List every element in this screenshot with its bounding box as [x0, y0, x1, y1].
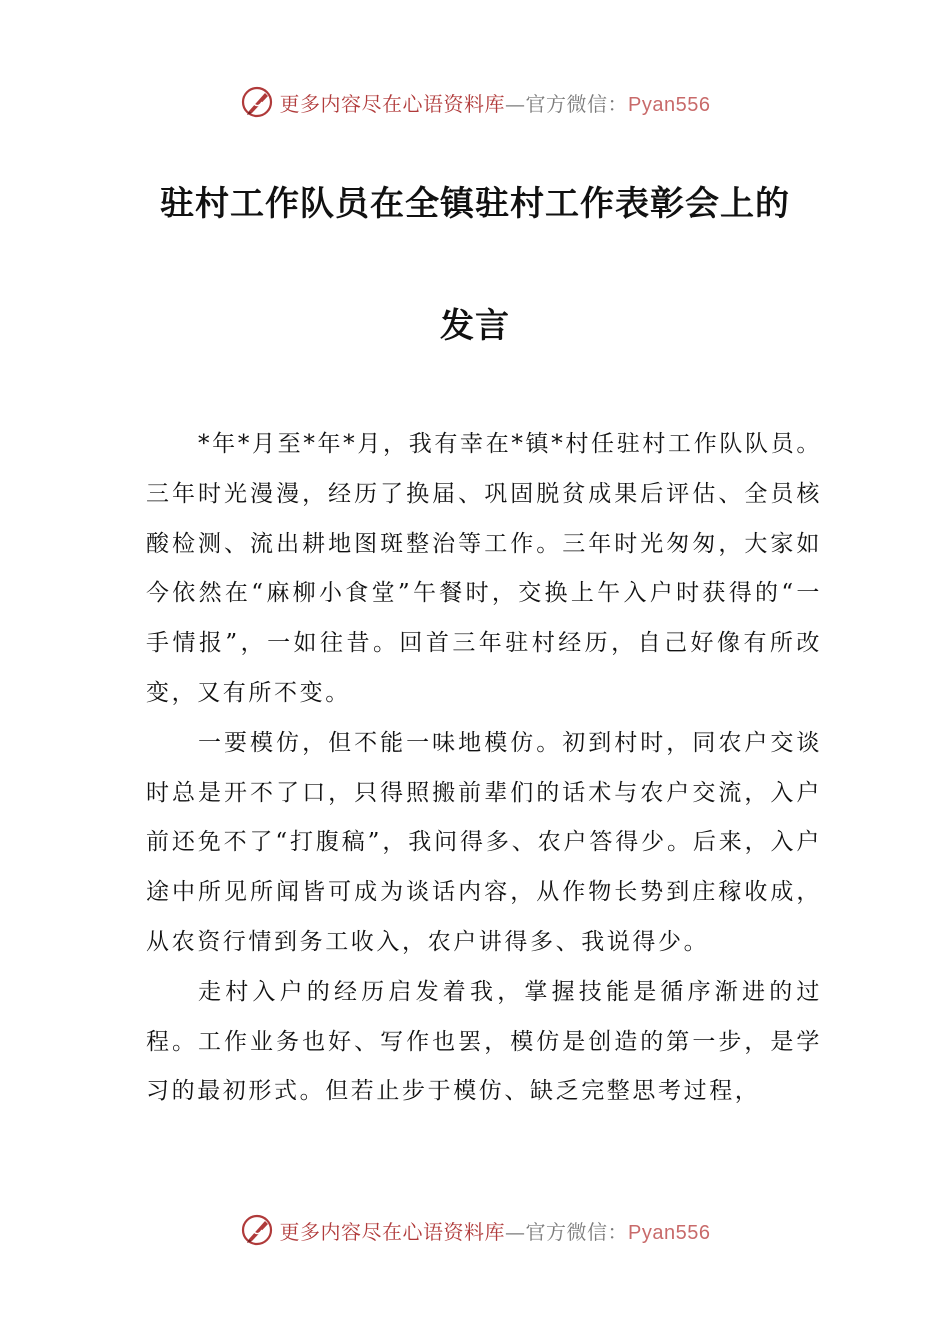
- watermark-text: [280, 88, 711, 117]
- paragraph-3: 走村入户的经历启发着我，掌握技能是循序渐进的过程。工作业务也好、写作也罢，模仿是创造的第一步，是学习的最初形式。但若止步于模仿、缺乏完整思考过程，: [146, 978, 822, 1105]
- watermark-handle: Pyan556: [628, 1221, 711, 1244]
- pen-logo-icon: [240, 1212, 276, 1248]
- watermark-separator: —: [505, 91, 526, 116]
- document-title-line-1: 驻村工作队员在全镇驻村工作表彰会上的: [160, 184, 790, 224]
- watermark-label: 官方微信：: [525, 91, 629, 116]
- paragraph-1: *年*月至*年*月，我有幸在*镇*村任驻村工作队队员。三年时光漫漫，经历了换届、巩固脱贫成果后评估、全员核酸检测、流出耕地图斑整治等工作。三年时光匆匆，大家如今依然在“麻柳小食堂”午餐时，交换上午入户时获得的“一手情报”，一如往昔。回首三年驻村经历，自己好像有所改变，又有所不变。: [146, 431, 822, 706]
- document-body: [146, 420, 822, 1117]
- pen-logo-icon: [240, 84, 276, 120]
- watermark-label: 官方微信：: [525, 1219, 629, 1244]
- watermark-separator: —: [505, 1219, 526, 1244]
- paragraph-2: 一要模仿，但不能一味地模仿。初到村时，同农户交谈时总是开不了口，只得照搬前辈们的话术与农户交流，入户前还免不了“打腹稿”，我问得多、农户答得少。后来，入户途中所见所闻皆可成为谈话内容，从作物长势到庄稼收成，从农资行情到务工收入，农户讲得多、我说得少。: [146, 729, 822, 955]
- watermark-banner-top: [0, 82, 950, 122]
- watermark-brand: 更多内容尽在心语资料库: [279, 91, 506, 116]
- document-title-line-2: 发言: [440, 306, 510, 346]
- watermark-brand: 更多内容尽在心语资料库: [279, 1219, 506, 1244]
- watermark-handle: Pyan556: [628, 93, 711, 116]
- watermark-banner-bottom: [0, 1210, 950, 1250]
- watermark-text: [280, 1216, 711, 1245]
